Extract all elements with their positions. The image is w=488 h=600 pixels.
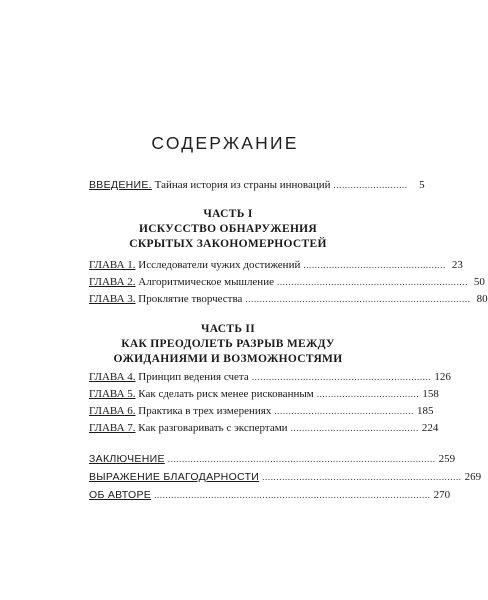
page-number: 259 bbox=[438, 453, 456, 465]
chapter-ref[interactable]: ГЛАВА 3. bbox=[89, 293, 136, 305]
dot-leader: ...................................................................... bbox=[262, 472, 462, 482]
toc-entry-intro[interactable] bbox=[89, 178, 425, 192]
toc-entry-chapter-3[interactable] bbox=[89, 292, 488, 306]
part-1-subtitle-line-1: ИСКУССТВО ОБНАРУЖЕНИЯ bbox=[138, 223, 318, 235]
toc-entry-chapter-4[interactable] bbox=[89, 370, 451, 384]
page-number: 50 bbox=[473, 276, 485, 288]
toc-entry-chapter-1[interactable] bbox=[89, 258, 463, 272]
part-2-subtitle-line-1: КАК ПРЕОДОЛЕТЬ РАЗРЫВ МЕЖДУ bbox=[121, 338, 335, 350]
page-number: 23 bbox=[451, 259, 463, 271]
toc-entry-chapter-5[interactable] bbox=[89, 387, 439, 401]
toc-entry-chapter-6[interactable] bbox=[89, 404, 434, 418]
chapter-title: Как разговаривать с экспертами bbox=[138, 422, 288, 434]
page-title: СОДЕРЖАНИЕ bbox=[151, 133, 299, 153]
chapter-ref[interactable]: ГЛАВА 2. bbox=[89, 276, 136, 288]
dot-leader: ............................................. bbox=[290, 423, 419, 433]
page-number: 185 bbox=[416, 405, 434, 417]
dot-leader: ............................................................................... bbox=[245, 294, 471, 304]
conclusion-ref[interactable]: ЗАКЛЮЧЕНИЕ bbox=[89, 453, 165, 465]
chapter-title: Проклятие творчества bbox=[138, 293, 243, 305]
page-number: 224 bbox=[421, 422, 439, 434]
dot-leader: .......................... bbox=[333, 180, 408, 190]
acknowledgements-ref[interactable]: ВЫРАЖЕНИЕ БЛАГОДАРНОСТИ bbox=[89, 471, 260, 483]
dot-leader: .................................................. bbox=[303, 260, 446, 270]
dot-leader: ................................................................................................. bbox=[154, 490, 431, 500]
chapter-title: Алгоритмическое мышление bbox=[138, 276, 274, 288]
toc-entry-acknowledgements[interactable] bbox=[89, 470, 482, 484]
page-number: 270 bbox=[433, 489, 451, 501]
dot-leader: .............................................................................................. bbox=[167, 454, 436, 464]
chapter-ref[interactable]: ГЛАВА 1. bbox=[89, 259, 136, 271]
page-number: 5 bbox=[419, 179, 425, 191]
chapter-title: Принцип ведения счета bbox=[138, 371, 249, 383]
about-author-ref[interactable]: ОБ АВТОРЕ bbox=[89, 489, 152, 501]
chapter-ref[interactable]: ГЛАВА 6. bbox=[89, 405, 136, 417]
toc-entry-about-author[interactable] bbox=[89, 488, 451, 502]
chapter-title: Как сделать риск менее рискованным bbox=[138, 388, 314, 400]
dot-leader: ................................................................... bbox=[276, 277, 468, 287]
toc-entry-conclusion[interactable] bbox=[89, 452, 456, 466]
chapter-ref[interactable]: ГЛАВА 4. bbox=[89, 371, 136, 383]
part-2-subtitle-line-2: ОЖИДАНИЯМИ И ВОЗМОЖНОСТЯМИ bbox=[113, 353, 343, 365]
chapter-ref[interactable]: ГЛАВА 5. bbox=[89, 388, 136, 400]
page-number: 126 bbox=[434, 371, 451, 383]
toc-entry-chapter-2[interactable] bbox=[89, 275, 485, 289]
intro-title: Тайная история из страны инноваций bbox=[154, 179, 331, 191]
page-number: 80 bbox=[476, 293, 488, 305]
toc-entry-chapter-7[interactable] bbox=[89, 421, 439, 435]
dot-leader: .................................... bbox=[316, 389, 420, 399]
part-1-heading: ЧАСТЬ I bbox=[203, 208, 253, 220]
page-number: 269 bbox=[464, 471, 482, 483]
dot-leader: ............................................................... bbox=[251, 372, 432, 382]
intro-ref[interactable]: ВВЕДЕНИЕ. bbox=[89, 179, 152, 191]
chapter-ref[interactable]: ГЛАВА 7. bbox=[89, 422, 136, 434]
part-2-heading: ЧАСТЬ II bbox=[201, 323, 255, 335]
chapter-title: Практика в трех измерениях bbox=[138, 405, 272, 417]
dot-leader: ................................................. bbox=[274, 406, 414, 416]
part-1-subtitle-line-2: СКРЫТЫХ ЗАКОНОМЕРНОСТЕЙ bbox=[129, 238, 327, 250]
chapter-title: Исследователи чужих достижений bbox=[138, 259, 301, 271]
page-number: 158 bbox=[422, 388, 439, 400]
